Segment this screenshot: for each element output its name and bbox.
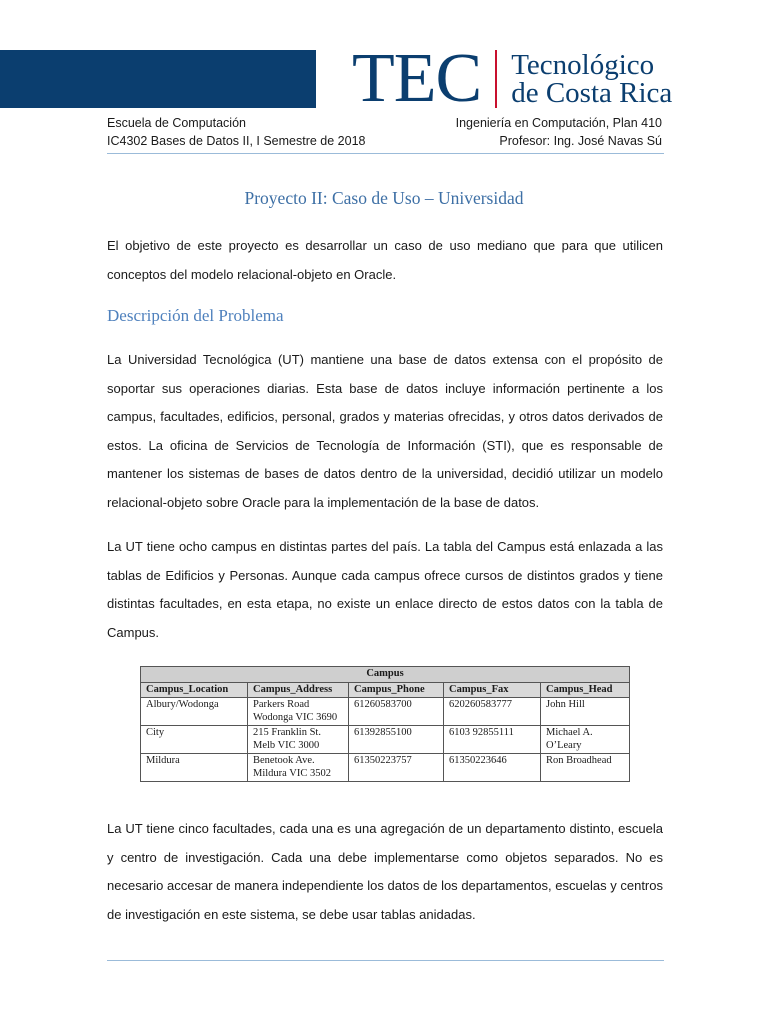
cell-fax: 61350223646 bbox=[444, 754, 541, 782]
cell-fax: 620260583777 bbox=[444, 698, 541, 726]
campus-paragraph: La UT tiene ocho campus en distintas partes del país. La tabla del Campus está enlazada a las tablas de Edificios y Personas. Aunque cada campus ofrece cursos de distintos grados y tiene distintas facultades, en esta etapa, no existe un enlace directo de estos datos con la tabla de Campus. bbox=[107, 539, 663, 640]
column-header: Campus_Head bbox=[541, 682, 630, 698]
cell-location: City bbox=[141, 726, 248, 754]
logo-name-line2: de Costa Rica bbox=[511, 77, 673, 109]
school-name: Escuela de Computación bbox=[107, 116, 246, 130]
column-header: Campus_Location bbox=[141, 682, 248, 698]
cell-location: Albury/Wodonga bbox=[141, 698, 248, 726]
course-name: IC4302 Bases de Datos II, I Semestre de 2018 bbox=[107, 134, 366, 148]
logo-divider bbox=[495, 50, 497, 108]
cell-address: Parkers Road Wodonga VIC 3690 bbox=[248, 698, 349, 726]
header-row-1 bbox=[107, 116, 662, 130]
section-heading: Descripción del Problema bbox=[107, 306, 284, 325]
professor-name: Profesor: Ing. José Navas Sú bbox=[499, 134, 662, 148]
cell-fax: 6103 92855111 bbox=[444, 726, 541, 754]
cell-phone: 61260583700 bbox=[349, 698, 444, 726]
table-caption-row bbox=[141, 667, 630, 683]
logo-mark: TEC bbox=[352, 40, 482, 117]
header-divider bbox=[107, 153, 664, 154]
document-title: Proyecto II: Caso de Uso – Universidad bbox=[244, 188, 524, 208]
header-banner-bar bbox=[0, 50, 316, 108]
footer-divider bbox=[107, 960, 664, 961]
tec-logo bbox=[352, 40, 673, 117]
table-caption: Campus bbox=[141, 667, 630, 683]
table-row bbox=[141, 726, 630, 754]
cell-head: Michael A. O’Leary bbox=[541, 726, 630, 754]
column-header: Campus_Phone bbox=[349, 682, 444, 698]
column-header: Campus_Fax bbox=[444, 682, 541, 698]
description-paragraph: La Universidad Tecnológica (UT) mantiene una base de datos extensa con el propósito de soportar sus operaciones diarias. Esta base de datos incluye información pertinente a los campus, facultades, edificios, personal, grados y materias ofrecidas, y otros datos derivados de estos. La oficina de Servicios de Tecnología de Información (STI), que es responsable de mantener los sistemas de bases de datos dentro de la universidad, decidió utilizar un modelo relacional-objeto sobre Oracle para la implementación de la base de datos. bbox=[107, 352, 663, 510]
logo-name-line1: Tecnológico bbox=[511, 49, 655, 81]
header-row-2 bbox=[107, 134, 662, 148]
campus-table bbox=[140, 666, 630, 782]
column-header: Campus_Address bbox=[248, 682, 349, 698]
faculties-paragraph: La UT tiene cinco facultades, cada una es una agregación de un departamento distinto, escuela y centro de investigación. Cada una debe implementarse como objetos separados. No es necesario accesar de manera independiente los datos de los departamentos, escuelas y centros de investigación en este sistema, se debe usar tablas anidadas. bbox=[107, 821, 663, 922]
cell-address: 215 Franklin St. Melb VIC 3000 bbox=[248, 726, 349, 754]
program-name: Ingeniería en Computación, Plan 410 bbox=[455, 116, 662, 130]
logo-name bbox=[511, 51, 672, 107]
cell-head: John Hill bbox=[541, 698, 630, 726]
cell-location: Mildura bbox=[141, 754, 248, 782]
table-row bbox=[141, 754, 630, 782]
cell-phone: 61350223757 bbox=[349, 754, 444, 782]
cell-address: Benetook Ave. Mildura VIC 3502 bbox=[248, 754, 349, 782]
intro-paragraph: El objetivo de este proyecto es desarrollar un caso de uso mediano que para que utilicen conceptos del modelo relacional-objeto en Oracle. bbox=[107, 238, 663, 282]
cell-head: Ron Broadhead bbox=[541, 754, 630, 782]
cell-phone: 61392855100 bbox=[349, 726, 444, 754]
table-row bbox=[141, 698, 630, 726]
table-header-row bbox=[141, 682, 630, 698]
